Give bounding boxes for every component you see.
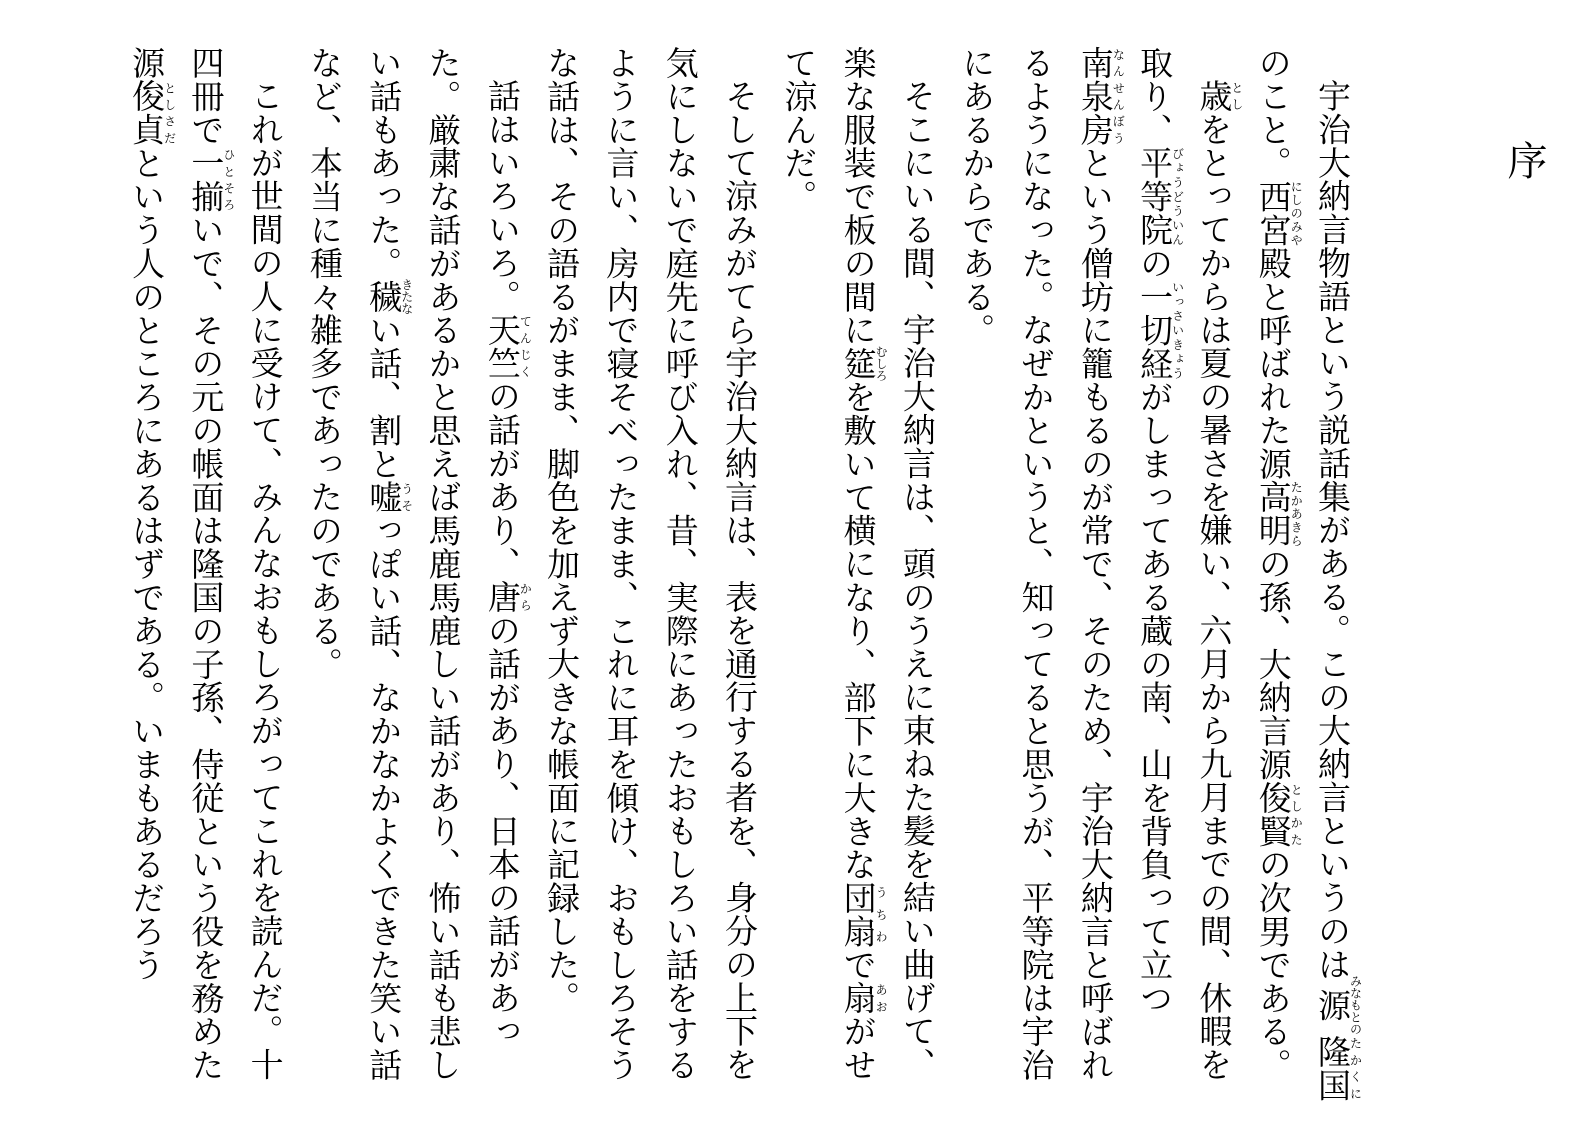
ruby-word	[1194, 79, 1244, 113]
ruby-word	[127, 79, 177, 147]
ruby-base: 歳	[1194, 79, 1234, 113]
ruby-base: 天竺	[482, 312, 522, 380]
text-run: そこにいる間、宇治大納言は、頭のうえに束ねた髪を結い曲げて、楽な服装で板の間に	[838, 46, 937, 1081]
ruby-word	[1253, 179, 1304, 247]
ruby-base: 俊貞	[127, 79, 167, 147]
paragraph	[947, 46, 1243, 1108]
furigana: たかあきら	[1289, 480, 1304, 548]
ruby-base: 一切経	[1135, 279, 1175, 381]
text-run: そして涼みがてら宇治大納言は、表を通行する者を、身分の上下を気にしないで庭先に呼び入れ、昔、実際にあったおもしろい話をするように言い、房内で寝そべったまま、これに耳を傾け、おもしろそうな話は、その語るがまま、脚色を加えず大きな帳面に記録した。	[542, 46, 760, 1082]
chapter-title: 序	[1501, 140, 1547, 180]
text-run: がしまってある蔵の南、山を背負って立つ	[1135, 380, 1175, 1015]
ruby-word	[364, 480, 414, 514]
text-run: い話、割と	[364, 313, 404, 481]
text-run: という僧坊に籠もるのが常で、そのため、宇治大納言と呼ばれるようになった。なぜかというと、知ってると思うが、平等院は宇治にあるからである。	[957, 46, 1115, 1082]
text-run: をとってからは夏の暑さを嫌い、六月から九月までの間、休暇を取り、	[1135, 46, 1234, 1082]
ruby-word	[1313, 974, 1362, 1035]
text-run: を敷いて横になり、部下に大きな	[838, 380, 878, 882]
furigana: むしろ	[874, 345, 889, 382]
ruby-base: 一揃	[186, 146, 226, 214]
ruby-word	[838, 345, 889, 382]
furigana: みなもとの	[1348, 974, 1362, 1035]
ruby-word	[482, 580, 533, 614]
ruby-word	[482, 312, 533, 380]
ruby-word	[838, 881, 889, 948]
ruby-word	[1253, 480, 1304, 548]
ruby-base: 高明	[1253, 480, 1293, 548]
text-run: の次男である。	[1253, 847, 1293, 1082]
furigana: から	[518, 580, 533, 614]
ruby-word	[186, 146, 236, 214]
ruby-base: 唐	[482, 580, 522, 614]
ruby-word	[1075, 46, 1126, 147]
body-text	[32, 46, 1362, 1108]
furigana: びょうどういん	[1170, 146, 1185, 247]
text-run: 話はいろいろ。	[482, 79, 522, 313]
text-run: の話があり、日本の話があった。厳粛な話があるかと思えば馬鹿馬鹿しい話があり、怖い話も悲しい話もあった。	[364, 46, 522, 1082]
ruby-base: 筵	[838, 345, 878, 382]
furigana: うそ	[399, 480, 414, 514]
text-run: いで、その元の帳面は隆国の子孫、侍従という役を務めた源	[127, 46, 226, 1082]
ruby-word	[1135, 146, 1185, 247]
ruby-word	[1135, 279, 1185, 381]
paragraph	[1243, 46, 1362, 1108]
text-run: 殿と呼ばれた源	[1253, 246, 1293, 481]
ruby-word	[1253, 780, 1304, 848]
furigana: としかた	[1289, 780, 1304, 848]
paragraph	[117, 46, 295, 1108]
ruby-word	[364, 278, 414, 315]
ruby-base: 穢	[364, 278, 404, 315]
furigana: うちわ	[874, 881, 889, 948]
ruby-base: 平等院	[1135, 146, 1175, 247]
furigana: きたな	[399, 278, 414, 315]
paragraph	[532, 46, 769, 1108]
furigana: としさだ	[162, 79, 177, 147]
paragraph	[295, 46, 532, 1108]
ruby-word	[1313, 1034, 1362, 1102]
ruby-base: 南泉房	[1075, 46, 1115, 147]
ruby-base: 西宮	[1253, 179, 1293, 247]
furigana: たかくに	[1348, 1034, 1362, 1102]
text-run: のこと。	[1253, 46, 1293, 180]
paragraph	[769, 46, 947, 1108]
ruby-base: 嘘	[364, 480, 404, 514]
ruby-base: 源	[1313, 974, 1352, 1035]
text-run: で	[838, 947, 878, 982]
furigana: にしのみや	[1289, 179, 1304, 247]
furigana: てんじく	[518, 312, 533, 380]
text-run: の	[1135, 246, 1175, 280]
text-run: がせて涼んだ。	[779, 46, 878, 1082]
furigana: いっさいきょう	[1170, 279, 1185, 381]
ruby-base: 隆国	[1313, 1034, 1352, 1102]
ruby-base: 扇	[838, 981, 878, 1015]
furigana: あお	[874, 981, 889, 1015]
text-run: これが世間の人に受けて、みんなおもしろがってこれを読んだ。十四冊で	[186, 46, 285, 1081]
furigana: ひとそろ	[221, 146, 236, 213]
text-run: という人のところにあるはずである。いまもあるだろう	[127, 146, 167, 982]
ruby-base: 俊賢	[1253, 780, 1293, 848]
ruby-word	[838, 981, 889, 1015]
ruby-base: 団扇	[838, 881, 878, 948]
furigana: とし	[1229, 79, 1244, 113]
text-run: の話があり、	[482, 379, 522, 581]
furigana: なんせんぼう	[1111, 46, 1126, 147]
text-run: の孫、大納言源	[1253, 547, 1293, 781]
text-run: 宇治大納言物語という説話集がある。この大納言というのは	[1313, 79, 1352, 981]
text-run: っぽい話、なかなかよくできた笑い話など、本当に種々雑多であったのである。	[304, 46, 404, 1082]
